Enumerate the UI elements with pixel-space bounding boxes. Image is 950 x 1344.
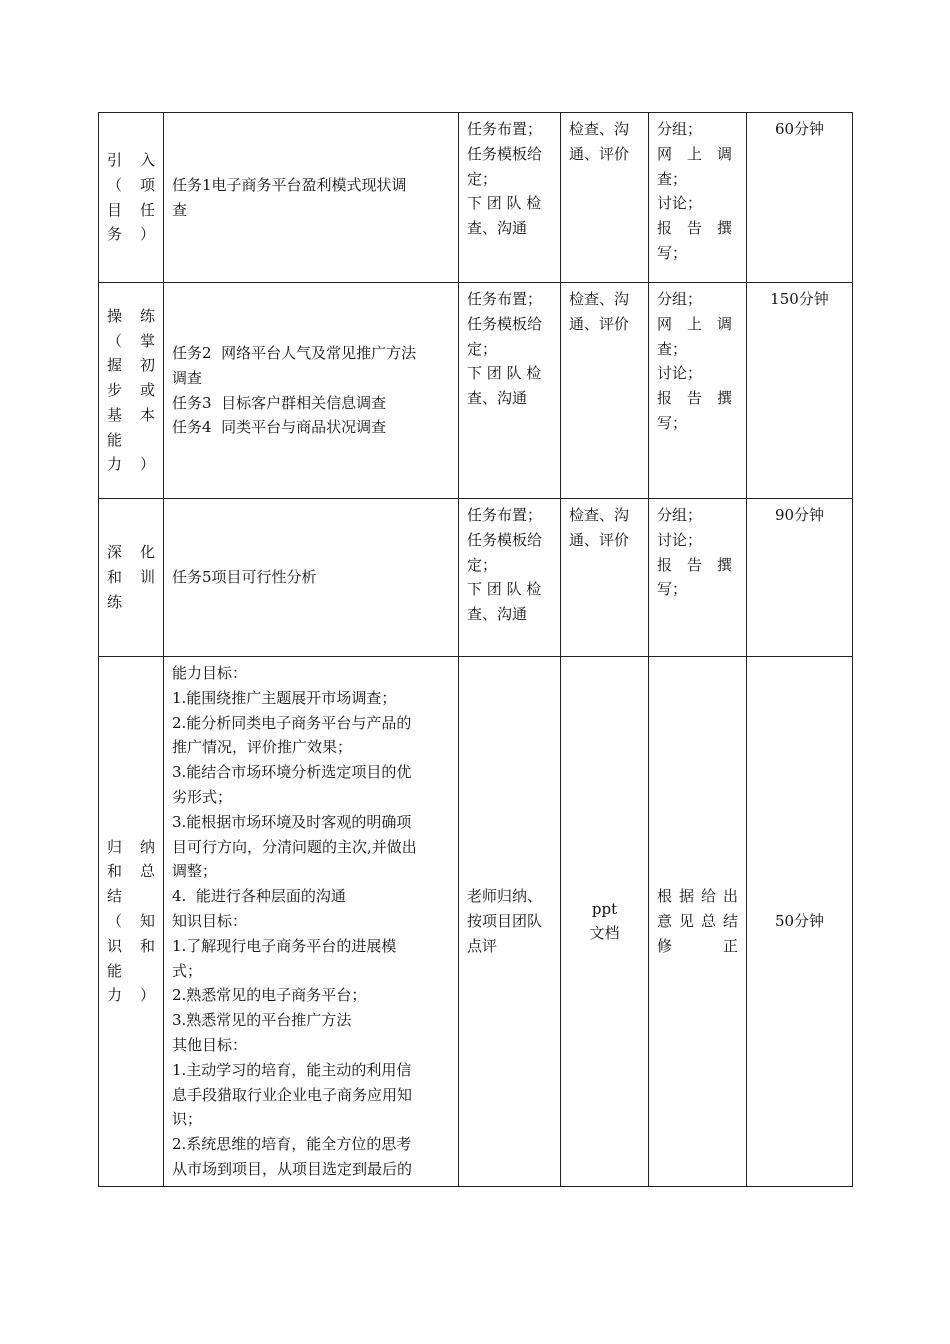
cell-line: 务）	[107, 225, 155, 244]
time-cell	[747, 657, 853, 1187]
cell-line: 分组；	[657, 506, 703, 524]
cell-line: 通、评价	[569, 144, 630, 163]
cell-line: 识；	[172, 1110, 203, 1129]
cell-line: 检查、沟	[569, 290, 630, 308]
cell-line: 归 纳	[107, 837, 155, 856]
cell-line: 任务2 网络平台人气及常见推广方法	[172, 343, 417, 362]
table-body	[99, 113, 853, 1187]
cell-line: 意见总结	[657, 911, 738, 930]
cell-line: 定；	[467, 555, 498, 574]
table-row	[99, 113, 853, 283]
student-activity-cell	[649, 283, 747, 499]
cell-line: ppt	[591, 899, 618, 918]
cell-line: 查、沟通	[467, 605, 528, 624]
teacher-activity-cell	[459, 499, 561, 657]
cell-line: 网 上 调	[657, 144, 733, 163]
cell-line: 调查	[172, 368, 203, 387]
cell-line: 3.熟悉常见的平台推广方法	[172, 1011, 352, 1030]
cell-line: 文档	[589, 924, 620, 943]
cell-line: 握 初	[107, 356, 155, 375]
cell-line: 练	[107, 592, 123, 611]
cell-line: 2.能分析同类电子商务平台与产品的	[172, 713, 412, 732]
cell-line: 任务布置；	[467, 506, 543, 524]
student-activity-cell	[649, 113, 747, 283]
evaluation-cell	[561, 657, 649, 1187]
cell-line: 写；	[657, 243, 688, 262]
cell-line: 能	[107, 430, 123, 449]
teacher-activity-cell	[459, 283, 561, 499]
cell-line: 力）	[107, 455, 155, 474]
cell-line: 查、沟通	[467, 389, 528, 408]
cell-line: 查；	[657, 339, 688, 358]
cell-line: 通、评价	[569, 530, 630, 549]
cell-line: 任务模板给	[467, 530, 543, 549]
cell-line: 通、评价	[569, 314, 630, 333]
cell-line: 1.能围绕推广主题展开市场调查；	[172, 688, 397, 707]
cell-line: 劣形式；	[172, 787, 233, 806]
cell-line: 2.系统思维的培育，能全方位的思考	[172, 1135, 412, 1154]
evaluation-cell	[561, 499, 649, 657]
cell-line: 目 任	[107, 200, 155, 219]
cell-line: 根据给出	[657, 887, 738, 906]
cell-line: 定；	[467, 169, 498, 188]
cell-line: 和 总	[107, 862, 155, 881]
cell-line: 识 和	[107, 936, 155, 955]
cell-line: 深 化	[107, 543, 155, 562]
cell-line: 从市场到项目，从项目选定到最后的	[172, 1159, 413, 1178]
cell-line: 修正	[657, 936, 738, 955]
cell-line: 引 入	[107, 150, 155, 169]
cell-line: 网 上 调	[657, 314, 733, 333]
cell-line: 1.主动学习的培育，能主动的利用信	[172, 1060, 412, 1079]
cell-line: 写；	[657, 413, 688, 432]
teacher-activity-cell	[459, 657, 561, 1187]
cell-line: （ 掌	[107, 331, 155, 350]
task-content-cell	[164, 657, 459, 1187]
cell-line: 式；	[172, 961, 203, 980]
cell-line: 任务布置；	[467, 290, 543, 308]
cell-line: 2.熟悉常见的电子商务平台；	[172, 986, 367, 1005]
time-cell	[747, 113, 853, 283]
cell-line: 其他目标：	[172, 1035, 248, 1054]
evaluation-cell	[561, 283, 649, 499]
time-value: 90分钟	[774, 506, 825, 524]
cell-line: 能力目标：	[172, 664, 248, 682]
cell-line: 讨论；	[657, 194, 703, 213]
cell-line: 报 告 撰	[657, 389, 733, 408]
time-cell	[747, 499, 853, 657]
time-value: 50分钟	[774, 911, 825, 930]
cell-line: 和 训	[107, 568, 155, 587]
cell-line: （ 项	[107, 175, 155, 194]
cell-line: 结	[107, 887, 123, 906]
cell-line: 查	[172, 200, 188, 219]
cell-line: 下 团 队 检	[467, 194, 542, 213]
table-row	[99, 499, 853, 657]
cell-line: 目可行方向，分清问题的主次,并做出	[172, 837, 417, 856]
cell-line: 知识目标：	[172, 911, 248, 930]
phase-cell	[99, 113, 164, 283]
lesson-plan-table	[98, 112, 853, 1187]
cell-line: 息手段猎取行业企业电子商务应用知	[172, 1085, 413, 1104]
phase-cell	[99, 283, 164, 499]
task-content-cell	[164, 113, 459, 283]
cell-line: 推广情况，评价推广效果；	[172, 738, 353, 757]
time-value: 60分钟	[774, 120, 825, 138]
cell-line: 步 或	[107, 381, 155, 400]
cell-line: 分组；	[657, 290, 703, 308]
cell-line: 力）	[107, 986, 155, 1005]
cell-line: 3.能结合市场环境分析选定项目的优	[172, 763, 412, 782]
task-content-cell	[164, 283, 459, 499]
cell-line: 定；	[467, 339, 498, 358]
cell-line: 任务1电子商务平台盈利模式现状调	[172, 175, 407, 194]
time-cell	[747, 283, 853, 499]
cell-line: 检查、沟	[569, 120, 630, 138]
evaluation-cell	[561, 113, 649, 283]
cell-line: 点评	[467, 936, 498, 955]
table-row	[99, 657, 853, 1187]
phase-cell	[99, 657, 164, 1187]
table-row	[99, 283, 853, 499]
cell-line: 报 告 撰	[657, 219, 733, 238]
cell-line: 按项目团队	[467, 911, 543, 930]
cell-line: 讨论；	[657, 530, 703, 549]
cell-line: 任务3 目标客户群相关信息调查	[172, 393, 387, 412]
phase-cell	[99, 499, 164, 657]
cell-line: 下 团 队 检	[467, 580, 542, 599]
cell-line: 3.能根据市场环境及时客观的明确项	[172, 812, 412, 831]
cell-line: 检查、沟	[569, 506, 630, 524]
cell-line: 4. 能进行各种层面的沟通	[172, 887, 346, 906]
cell-line: 报 告 撰	[657, 555, 733, 574]
cell-line: 操 练	[107, 306, 155, 325]
cell-line: 任务5项目可行性分析	[172, 568, 317, 587]
cell-line: 能	[107, 961, 123, 980]
cell-line: 分组；	[657, 120, 703, 138]
cell-line: 调整；	[172, 862, 218, 881]
cell-line: 下 团 队 检	[467, 364, 542, 383]
cell-line: 讨论；	[657, 364, 703, 383]
cell-line: 基 本	[107, 405, 155, 424]
cell-line: 1.了解现行电子商务平台的进展模	[172, 936, 397, 955]
cell-line: 任务模板给	[467, 314, 543, 333]
cell-line: （ 知	[107, 911, 155, 930]
teacher-activity-cell	[459, 113, 561, 283]
time-value: 150分钟	[770, 290, 829, 308]
cell-line: 查、沟通	[467, 219, 528, 238]
cell-line: 任务4 同类平台与商品状况调查	[172, 418, 387, 437]
student-activity-cell	[649, 499, 747, 657]
cell-line: 写；	[657, 580, 688, 599]
cell-line: 任务模板给	[467, 144, 543, 163]
cell-line: 老师归纳、	[467, 887, 543, 906]
task-content-cell	[164, 499, 459, 657]
cell-line: 查；	[657, 169, 688, 188]
student-activity-cell	[649, 657, 747, 1187]
cell-line: 任务布置；	[467, 120, 543, 138]
